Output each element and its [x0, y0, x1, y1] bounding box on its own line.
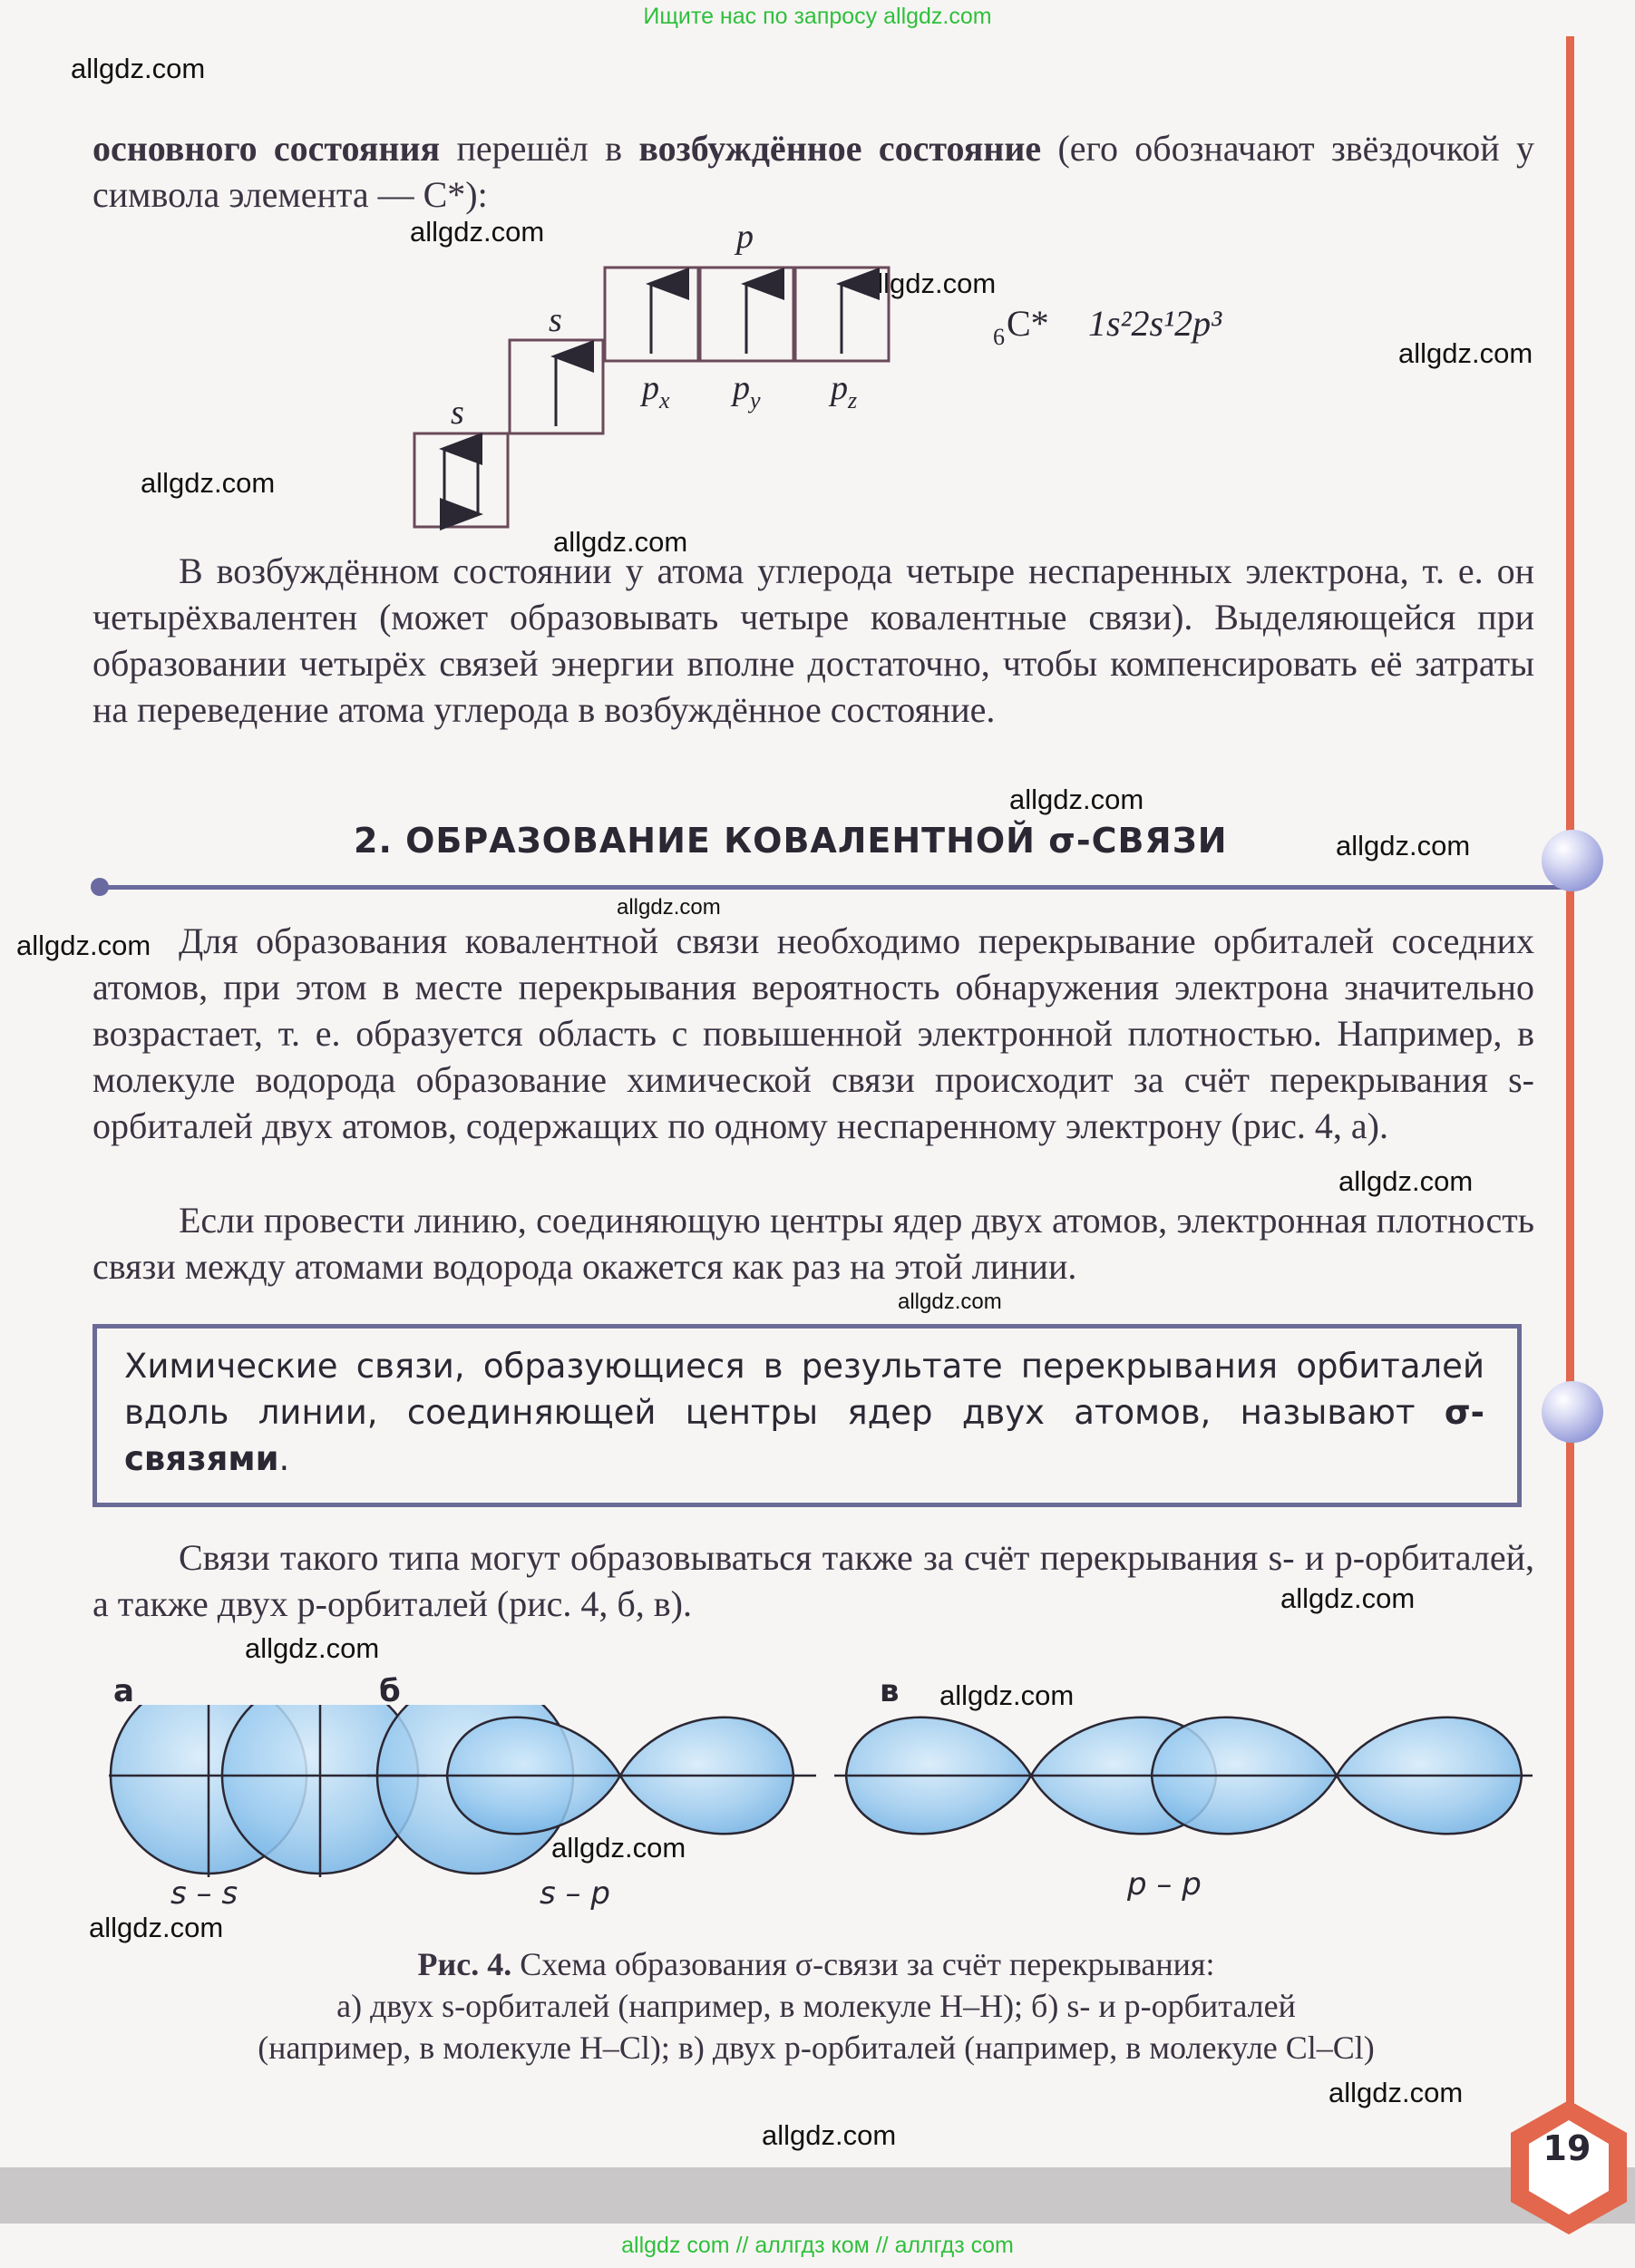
- caption-line-1: [91, 1943, 1542, 1985]
- formula-atomic-number: 6: [993, 324, 1005, 350]
- top-banner[interactable]: Ищите нас по запросу allgdz.com: [643, 4, 992, 29]
- watermark: allgdz.com: [898, 1290, 1002, 1314]
- watermark: allgdz.com: [71, 53, 206, 84]
- excited-state-paragraph: [92, 548, 1534, 733]
- watermark: allgdz.com: [410, 216, 545, 248]
- paragraph-text: Если провести линию, соединяющую центры ядер двух атомов, электронная плотность связи между атомами водорода окажется как раз на этой линии.: [92, 1200, 1534, 1287]
- watermark: allgdz.com: [16, 930, 151, 961]
- section-title: 2. ОБРАЗОВАНИЕ КОВАЛЕНТНОЙ σ-СВЯЗИ: [354, 821, 1228, 861]
- definition-term: σ-связями: [124, 1393, 1484, 1478]
- watermark: allgdz.com: [89, 1912, 224, 1943]
- label-pz: $p_z$: [831, 369, 858, 414]
- sp-overlap-paragraph: [92, 1534, 1534, 1627]
- orbital-diagram: [399, 222, 1306, 549]
- figure-letter-b: б: [379, 1673, 401, 1709]
- caption-label: Рис. 4.: [417, 1946, 512, 1982]
- intro-text: (его обозначают звёздочкой у символа элемента — С*):: [92, 128, 1534, 215]
- formula-element: C*: [1007, 303, 1049, 344]
- watermark: allgdz.com: [551, 1832, 686, 1864]
- watermark: allgdz.com: [1338, 1165, 1474, 1197]
- definition-text: [124, 1343, 1484, 1482]
- intro-text: перешёл в: [440, 128, 639, 169]
- intro-paragraph: [92, 125, 1534, 218]
- definition-box: [92, 1324, 1522, 1507]
- paragraph-text: В возбуждённом состоянии у атома углерода четыре неспаренных электрона, т. е. он четырёхвалентен (может образовывать четыре ковалентные связи). Выделяющейся при образовании четырёх связей энергии вполне достаточно, чтобы компенсировать её затраты на переведение атома углерода в возбуждённое состояние.: [92, 550, 1534, 730]
- watermark: allgdz.com: [553, 526, 688, 558]
- watermark: allgdz.com: [1336, 830, 1471, 861]
- definition-body: Химические связи, образующиеся в результате перекрывания орбиталей вдоль линии, соединяющей центры ядер двух атомов, называют: [124, 1347, 1484, 1432]
- electron-density-paragraph: [92, 1197, 1534, 1290]
- term-excited-state: возбуждённое состояние: [638, 128, 1042, 169]
- label-s-high: s: [549, 301, 562, 339]
- figure-label-c: p – p: [1127, 1866, 1202, 1903]
- right-margin-rule: [1566, 36, 1574, 2113]
- watermark: allgdz.com: [861, 268, 997, 299]
- watermark: allgdz.com: [939, 1679, 1075, 1711]
- margin-ball-icon: [1542, 830, 1603, 891]
- orbital-overlap-figure: [91, 1705, 1542, 1886]
- watermark: allgdz.com: [1009, 784, 1144, 815]
- figure-letter-a: а: [113, 1673, 134, 1709]
- paragraph-text: Для образования ковалентной связи необходимо перекрывание орбиталей соседних атомов, при этом в месте перекрывания вероятность обнаружения электрона значительно возрастает, т. е. образуется область с повышенной электронной плотностью. Например, в молекуле водорода образование химической связи происходит за счёт перекрывания s-орбиталей двух атомов, содержащих по одному неспаренному электрону (рис. 4, а).: [92, 920, 1534, 1146]
- bottom-banner[interactable]: allgdz com // аллгдз ком // аллгдз com: [621, 2233, 1014, 2258]
- label-s-low: s: [451, 394, 464, 432]
- page-number: 19: [1543, 2128, 1591, 2168]
- watermark: allgdz.com: [762, 2119, 897, 2151]
- watermark: allgdz.com: [1328, 2077, 1464, 2108]
- page-number-badge: [1505, 2097, 1632, 2242]
- electron-configuration: 1s²2s¹2p³: [1088, 303, 1222, 344]
- label-p: p: [736, 222, 754, 256]
- definition-end: .: [278, 1439, 290, 1478]
- figure-caption: [91, 1943, 1542, 2068]
- watermark: allgdz.com: [245, 1632, 380, 1664]
- page-bottom-band: [0, 2167, 1635, 2224]
- watermark: allgdz.com: [1280, 1582, 1416, 1614]
- term-ground-state: основного состояния: [92, 128, 441, 169]
- orbital-cell-1s: [414, 433, 508, 527]
- watermark: allgdz.com: [141, 467, 276, 499]
- caption-line-3: (например, в молекуле H–Cl); в) двух p-орбиталей (например, в молекуле Cl–Cl): [258, 2030, 1375, 2066]
- watermark: allgdz.com: [1398, 337, 1533, 369]
- caption-line-2: а) двух s-орбиталей (например, в молекуле H–H); б) s- и p-орбиталей: [336, 1988, 1296, 2024]
- figure-label-a: s – s: [170, 1875, 238, 1912]
- overlap-paragraph: [92, 918, 1534, 1149]
- figure-label-b: s – p: [540, 1875, 610, 1912]
- section-rule: [98, 885, 1572, 890]
- paragraph-text: Связи такого типа могут образовываться также за счёт перекрывания s- и p-орбиталей, а также двух p-орбиталей (рис. 4, б, в).: [92, 1537, 1534, 1624]
- label-px: $p_x$: [642, 369, 670, 414]
- figure-letter-c: в: [880, 1673, 900, 1709]
- label-py: $p_y$: [733, 369, 761, 414]
- caption-text: Схема образования σ-связи за счёт перекрывания:: [511, 1946, 1215, 1982]
- watermark: allgdz.com: [617, 895, 721, 920]
- margin-ball-icon: [1542, 1381, 1603, 1443]
- section-rule-dot: [91, 878, 109, 896]
